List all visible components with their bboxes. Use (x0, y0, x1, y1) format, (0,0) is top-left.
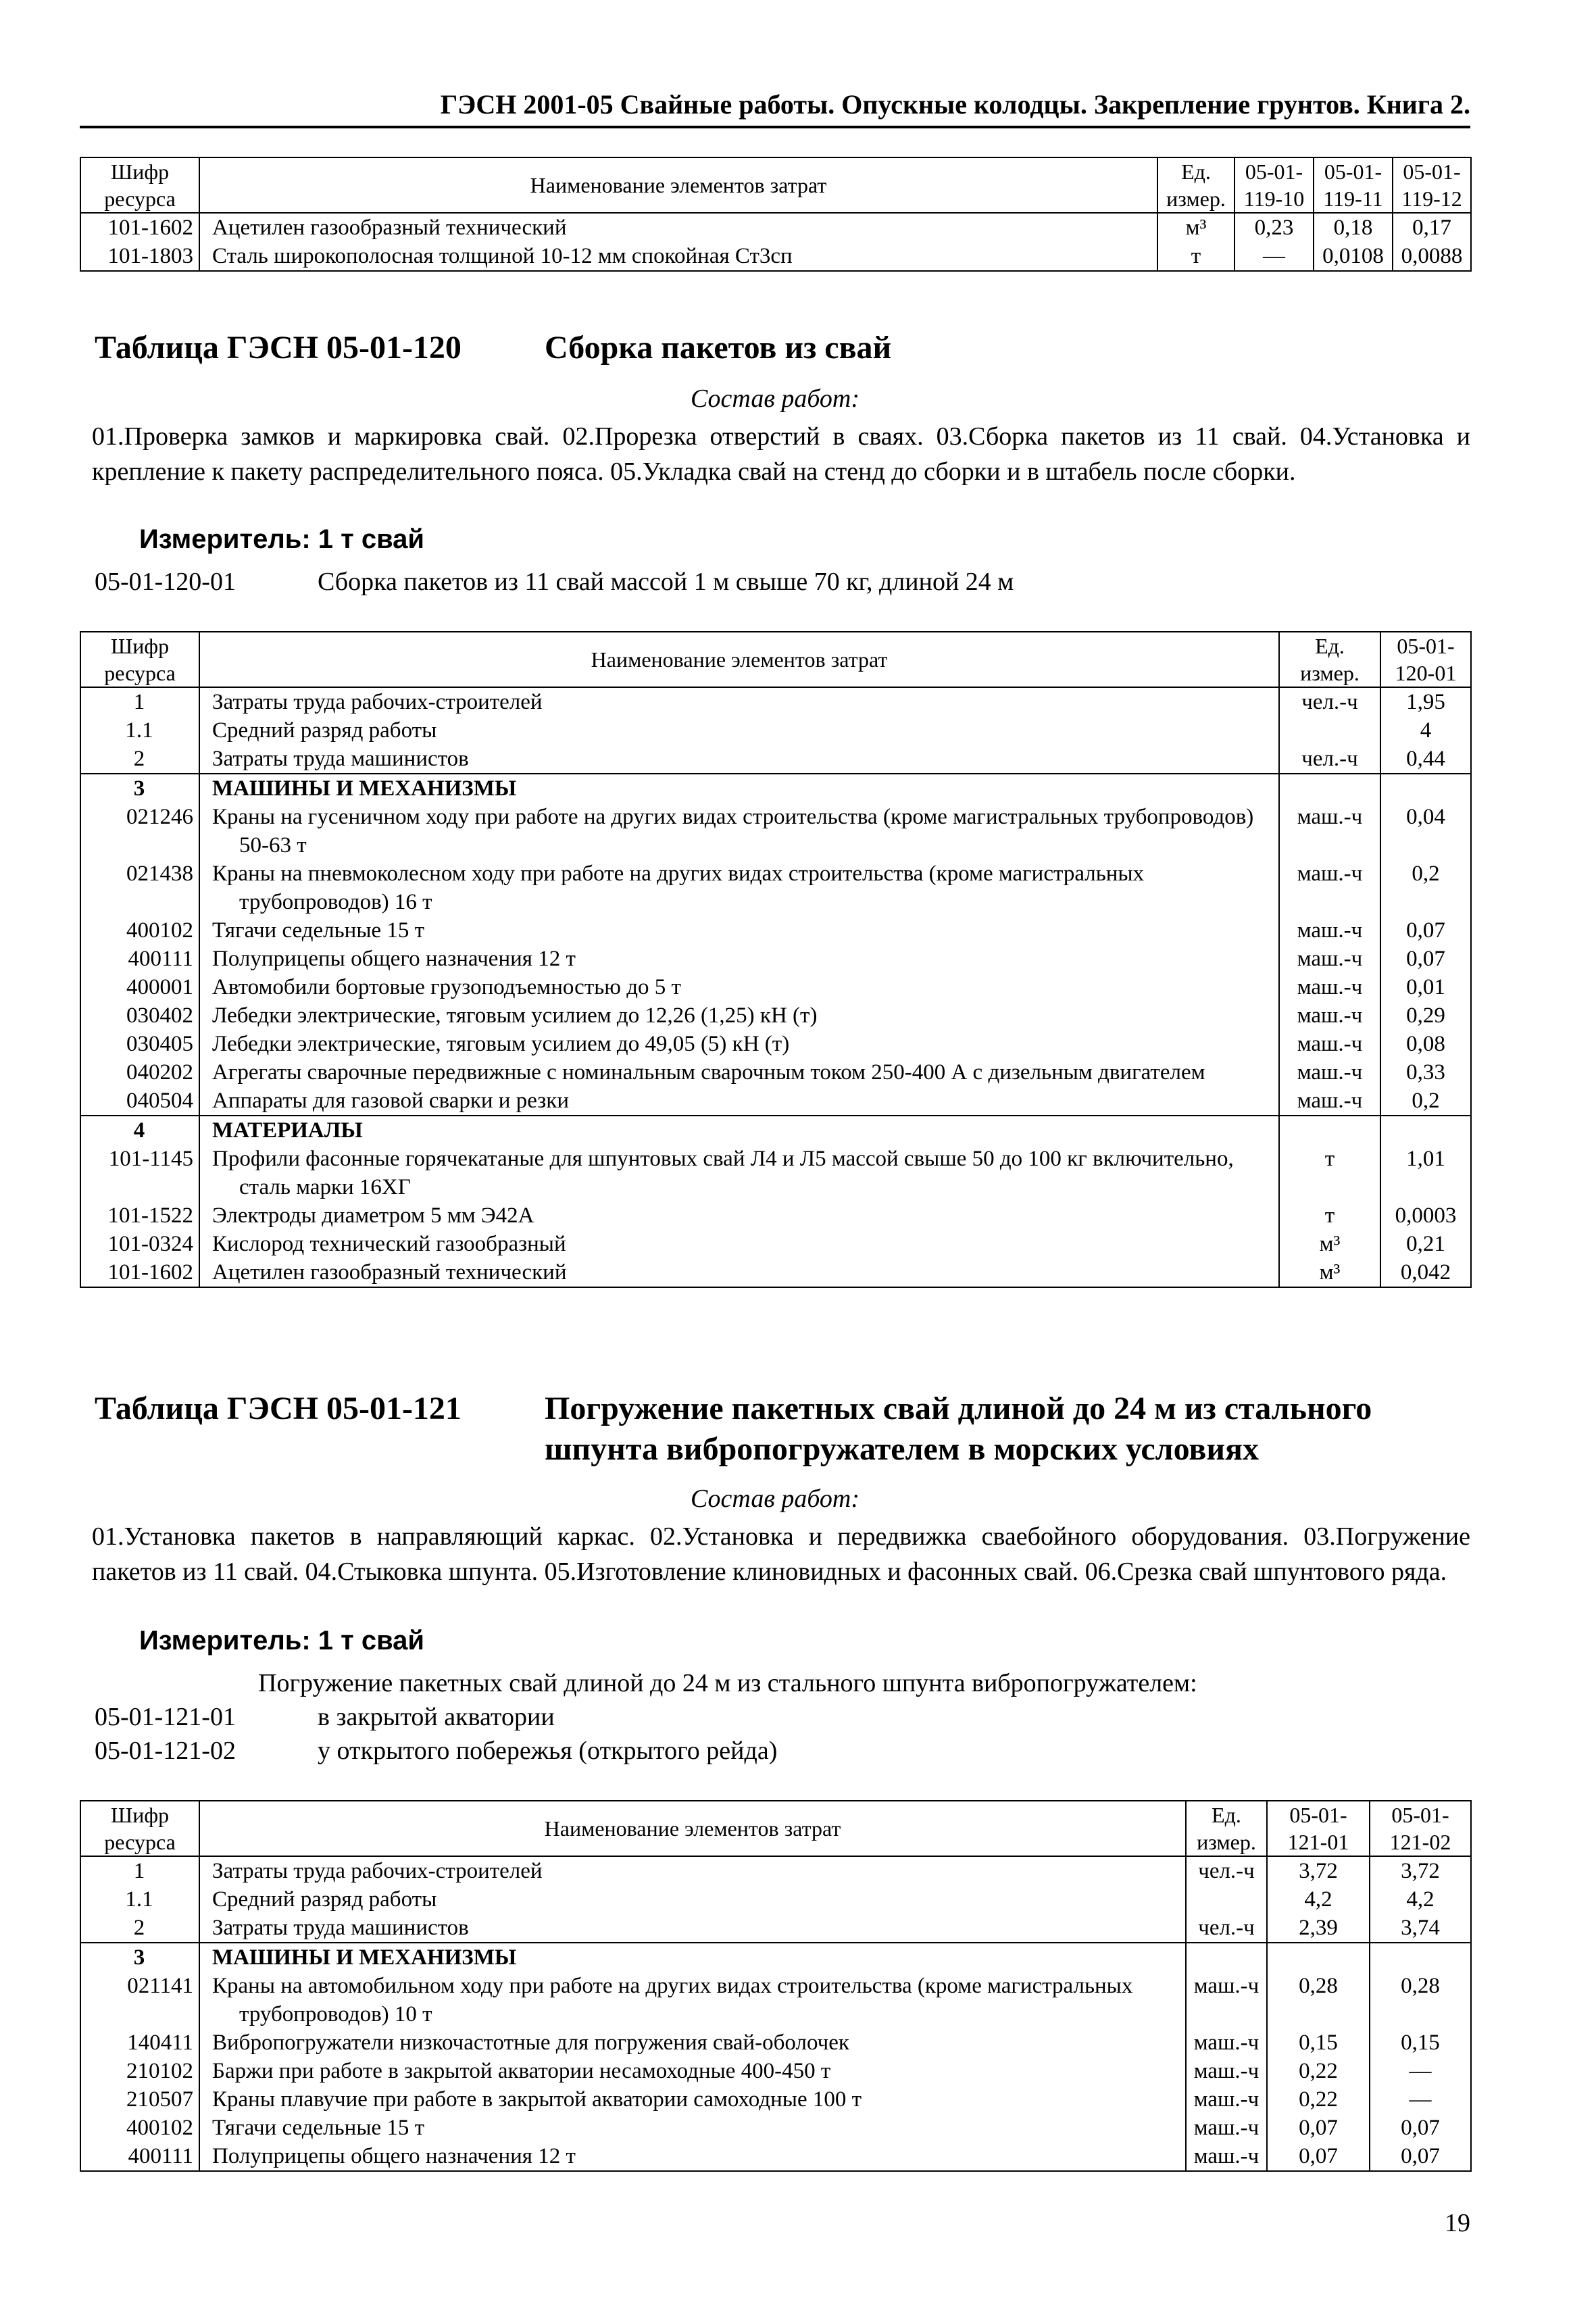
cell-text: МАШИНЫ И МЕХАНИЗМЫ (212, 776, 517, 801)
col-header-norm: 05-01-119-10 (1235, 157, 1314, 213)
col-header-norm: 05-01-119-11 (1314, 157, 1393, 213)
norm-value-cell: 3,72 (1370, 1856, 1471, 1885)
resource-code-cell: 400001 (80, 973, 199, 1001)
item-description: в закрытой акватории (318, 1703, 555, 1731)
resource-name-cell (199, 2085, 1186, 2114)
table-row (80, 242, 1471, 271)
col-header-code: Шифр ресурса (80, 632, 199, 687)
resource-code-cell: 101-1602 (80, 1258, 199, 1287)
unit-cell: маш.-ч (1186, 2028, 1267, 2057)
norm-value-cell: 0,07 (1380, 916, 1471, 945)
table-row (80, 1116, 1471, 1145)
col-header-unit: Ед. измер. (1157, 157, 1235, 213)
norm-value-cell: 0,28 (1370, 1972, 1471, 2028)
measure-unit-120: Измеритель: 1 т свай (139, 524, 424, 554)
item-code: 05-01-121-01 (95, 1703, 236, 1731)
table-row (80, 716, 1471, 745)
cell-text: Полуприцепы общего назначения 12 т (212, 2144, 576, 2168)
table-row (80, 1087, 1471, 1116)
resource-code-cell: 2 (80, 1914, 199, 1943)
unit-cell: маш.-ч (1279, 803, 1380, 860)
norm-value-cell: 0,44 (1380, 745, 1471, 774)
resource-name-cell (199, 1201, 1279, 1230)
unit-cell: т (1279, 1145, 1380, 1201)
table-row (80, 2142, 1471, 2171)
cell-text: Баржи при работе в закрытой акватории несамоходные 400-450 т (212, 2059, 831, 2083)
resource-name-cell (199, 213, 1157, 242)
resource-code-cell: 3 (80, 774, 199, 803)
cell-text: МАТЕРИАЛЫ (212, 1118, 363, 1143)
resource-code-cell: 101-1602 (80, 213, 199, 242)
col-header-norm: 05-01-121-02 (1370, 1801, 1471, 1856)
cell-text: Вибропогружатели низкочастотные для погружения свай-оболочек (212, 2031, 849, 2055)
resource-name-cell (199, 2142, 1186, 2171)
table-05-01-121 (80, 1800, 1472, 2172)
unit-cell: маш.-ч (1279, 1058, 1380, 1087)
unit-cell: маш.-ч (1279, 945, 1380, 973)
norm-value-cell: 1,01 (1380, 1145, 1471, 1201)
resource-name-cell (199, 2057, 1186, 2085)
resource-code-cell: 101-1522 (80, 1201, 199, 1230)
table-row (80, 1030, 1471, 1058)
norm-value-cell: 4,2 (1370, 1885, 1471, 1914)
resource-name-cell (199, 1856, 1186, 1885)
table-row (80, 1943, 1471, 1972)
resource-name-cell (199, 716, 1279, 745)
resource-name-cell (199, 1914, 1186, 1943)
col-header-unit: Ед. измер. (1279, 632, 1380, 687)
table-row (80, 1972, 1471, 2028)
norm-value-cell: 0,042 (1380, 1258, 1471, 1287)
cell-text: Сталь широкополосная толщиной 10-12 мм спокойная Ст3сп (212, 244, 793, 268)
resource-name-cell (199, 687, 1279, 716)
resource-name-cell (199, 1972, 1186, 2028)
cell-text: Затраты труда машинистов (212, 747, 469, 771)
cell-text: МАШИНЫ И МЕХАНИЗМЫ (212, 1945, 517, 1970)
work-composition-121: 01.Установка пакетов в направляющий каркас. 02.Установка и передвижка сваебойного оборудования. 03.Погружение пакетов из 11 свай. 04.Стыковка шпунта. 05.Изготовление клиновидных и фасонных свай. 06.Срезка свай шпунтового ряда. (92, 1522, 1470, 1586)
cell-text: Краны на пневмоколесном ходу при работе на других видах строительства (кроме магистральных трубопроводов) 16 т (212, 862, 1145, 914)
norm-value-cell: 0,07 (1380, 945, 1471, 973)
cell-text: Тягачи седельные 15 т (212, 2116, 425, 2140)
resource-name-cell (199, 1943, 1186, 1972)
table-row (80, 774, 1471, 803)
resource-code-cell: 400102 (80, 2114, 199, 2142)
unit-cell: маш.-ч (1186, 1972, 1267, 2028)
unit-cell: чел.-ч (1279, 687, 1380, 716)
norm-value-cell: 4,2 (1267, 1885, 1370, 1914)
norm-value-cell: 0,08 (1380, 1030, 1471, 1058)
table-title-121: Таблица ГЭСН 05-01-121 (95, 1391, 462, 1426)
resource-code-cell: 1.1 (80, 1885, 199, 1914)
table-row (80, 1201, 1471, 1230)
resource-code-cell: 030402 (80, 1001, 199, 1030)
unit-cell: маш.-ч (1279, 860, 1380, 916)
table-row (80, 945, 1471, 973)
resource-name-cell (199, 2114, 1186, 2142)
col-header-unit: Ед. измер. (1186, 1801, 1267, 1856)
norm-value-cell (1267, 1943, 1370, 1972)
norm-value-cell: 0,23 (1235, 213, 1314, 242)
norm-value-cell: 0,0108 (1314, 242, 1393, 271)
resource-name-cell (199, 1030, 1279, 1058)
norm-value-cell: 1,95 (1380, 687, 1471, 716)
table-row (80, 213, 1471, 242)
resource-name-cell (199, 1885, 1186, 1914)
unit-cell: маш.-ч (1279, 1087, 1380, 1116)
cell-text: Средний разряд работы (212, 718, 437, 743)
table-row (80, 803, 1471, 860)
resource-code-cell: 210102 (80, 2057, 199, 2085)
cell-text: Краны плавучие при работе в закрытой акватории самоходные 100 т (212, 2087, 862, 2112)
unit-cell: м³ (1279, 1258, 1380, 1287)
table-05-01-119 (80, 157, 1472, 272)
resource-code-cell: 1 (80, 687, 199, 716)
page-number: 19 (1445, 2209, 1470, 2237)
cell-text: Затраты труда рабочих-строителей (212, 690, 543, 714)
resource-code-cell: 021141 (80, 1972, 199, 2028)
unit-cell: т (1157, 242, 1235, 271)
norm-value-cell: 0,04 (1380, 803, 1471, 860)
norm-value-cell: — (1235, 242, 1314, 271)
unit-cell: маш.-ч (1186, 2085, 1267, 2114)
col-header-norm: 05-01-121-01 (1267, 1801, 1370, 1856)
unit-cell: маш.-ч (1186, 2057, 1267, 2085)
table-row (80, 1856, 1471, 1885)
cell-text: Кислород технический газообразный (212, 1232, 566, 1256)
norm-value-cell: 0,0003 (1380, 1201, 1471, 1230)
resource-name-cell (199, 1058, 1279, 1087)
col-header-norm: 05-01-120-01 (1380, 632, 1471, 687)
norm-value-cell: 0,07 (1267, 2114, 1370, 2142)
unit-cell: маш.-ч (1279, 916, 1380, 945)
norm-value-cell: 0,0088 (1393, 242, 1471, 271)
resource-name-cell (199, 1087, 1279, 1116)
resource-name-cell (199, 916, 1279, 945)
col-header-code: Шифр ресурса (80, 157, 199, 213)
item-description: у открытого побережья (открытого рейда) (318, 1737, 778, 1765)
norm-value-cell: 3,72 (1267, 1856, 1370, 1885)
resource-code-cell: 210507 (80, 2085, 199, 2114)
resource-code-cell: 101-1803 (80, 242, 199, 271)
cell-text: Электроды диаметром 5 мм Э42А (212, 1203, 534, 1228)
resource-name-cell (199, 745, 1279, 774)
table-row (80, 1258, 1471, 1287)
unit-cell: маш.-ч (1279, 1030, 1380, 1058)
unit-cell: маш.-ч (1279, 973, 1380, 1001)
table-row (80, 860, 1471, 916)
cell-text: Затраты труда рабочих-строителей (212, 1859, 543, 1883)
norm-value-cell: 0,07 (1267, 2142, 1370, 2171)
table-row (80, 687, 1471, 716)
unit-cell: м³ (1279, 1230, 1380, 1258)
resource-code-cell: 040202 (80, 1058, 199, 1087)
table-subject-120: Сборка пакетов из свай (545, 330, 892, 366)
resource-code-cell: 400102 (80, 916, 199, 945)
norm-value-cell: 0,18 (1314, 213, 1393, 242)
cell-text: Агрегаты сварочные передвижные с номинальным сварочным током 250-400 А с дизельным двигателем (212, 1060, 1205, 1085)
table-row (80, 1001, 1471, 1030)
table-row (80, 1885, 1471, 1914)
unit-cell: чел.-ч (1186, 1856, 1267, 1885)
norm-value-cell: 0,17 (1393, 213, 1471, 242)
cell-text: Лебедки электрические, тяговым усилием до 12,26 (1,25) кН (т) (212, 1003, 818, 1028)
table-subject-121-line2: шпунта вибропогружателем в морских условиях (545, 1431, 1259, 1467)
unit-cell: маш.-ч (1186, 2142, 1267, 2171)
unit-cell: т (1279, 1201, 1380, 1230)
resource-name-cell (199, 1230, 1279, 1258)
work-composition-120: 01.Проверка замков и маркировка свай. 02.Прорезка отверстий в сваях. 03.Сборка пакетов из 11 свай. 04.Установка и крепление к пакету распределительного пояса. 05.Укладка свай на стенд до сборки и в штабель после сборки. (92, 422, 1470, 486)
norm-value-cell (1380, 774, 1471, 803)
unit-cell (1186, 1943, 1267, 1972)
col-header-name: Наименование элементов затрат (199, 632, 1279, 687)
norm-value-cell: 0,2 (1380, 860, 1471, 916)
cell-text: Краны на автомобильном ходу при работе на других видах строительства (кроме магистральных трубопроводов) 10 т (212, 1974, 1133, 2026)
table-row (80, 973, 1471, 1001)
table-row (80, 2114, 1471, 2142)
unit-cell (1279, 716, 1380, 745)
unit-cell (1279, 774, 1380, 803)
norm-value-cell: 0,22 (1267, 2057, 1370, 2085)
resource-code-cell: 1.1 (80, 716, 199, 745)
norm-value-cell: 4 (1380, 716, 1471, 745)
work-composition-heading-121: Состав работ: (690, 1485, 860, 1513)
page-header: ГЭСН 2001-05 Свайные работы. Опускные колодцы. Закрепление грунтов. Книга 2. (80, 84, 1470, 128)
norm-value-cell: — (1370, 2057, 1471, 2085)
cell-text: Ацетилен газообразный технический (212, 216, 567, 240)
cell-text: Ацетилен газообразный технический (212, 1260, 567, 1285)
norm-value-cell: 0,07 (1370, 2114, 1471, 2142)
table-row (80, 1145, 1471, 1201)
resource-name-cell (199, 1258, 1279, 1287)
resource-name-cell (199, 973, 1279, 1001)
col-header-code: Шифр ресурса (80, 1801, 199, 1856)
item-description: Сборка пакетов из 11 свай массой 1 м свыше 70 кг, длиной 24 м (318, 568, 1014, 596)
resource-code-cell: 021246 (80, 803, 199, 860)
resource-code-cell: 101-1145 (80, 1145, 199, 1201)
resource-code-cell: 1 (80, 1856, 199, 1885)
norm-value-cell (1380, 1116, 1471, 1145)
resource-code-cell: 2 (80, 745, 199, 774)
table-row (80, 916, 1471, 945)
cell-text: Затраты труда машинистов (212, 1916, 469, 1940)
col-header-name: Наименование элементов затрат (199, 157, 1157, 213)
norm-value-cell: 0,22 (1267, 2085, 1370, 2114)
unit-cell (1279, 1116, 1380, 1145)
resource-code-cell: 3 (80, 1943, 199, 1972)
norm-value-cell: 0,07 (1370, 2142, 1471, 2171)
table-title-120: Таблица ГЭСН 05-01-120 (95, 330, 462, 366)
resource-name-cell (199, 945, 1279, 973)
measure-unit-121: Измеритель: 1 т свай (139, 1626, 424, 1656)
col-header-name: Наименование элементов затрат (199, 1801, 1186, 1856)
resource-name-cell (199, 1145, 1279, 1201)
unit-cell: м³ (1157, 213, 1235, 242)
resource-code-cell: 400111 (80, 2142, 199, 2171)
cell-text: Краны на гусеничном ходу при работе на других видах строительства (кроме магистральных трубопроводов) 50-63 т (212, 805, 1254, 857)
resource-code-cell: 101-0324 (80, 1230, 199, 1258)
norm-value-cell: 0,28 (1267, 1972, 1370, 2028)
resource-code-cell: 4 (80, 1116, 199, 1145)
cell-text: Лебедки электрические, тяговым усилием до 49,05 (5) кН (т) (212, 1032, 790, 1056)
norm-value-cell: 3,74 (1370, 1914, 1471, 1943)
unit-cell (1186, 1885, 1267, 1914)
cell-text: Полуприцепы общего назначения 12 т (212, 947, 576, 971)
resource-name-cell (199, 860, 1279, 916)
table-row (80, 1230, 1471, 1258)
table-05-01-120 (80, 631, 1472, 1288)
work-composition-heading-120: Состав работ: (690, 384, 860, 413)
norm-value-cell: 0,15 (1370, 2028, 1471, 2057)
table-row (80, 745, 1471, 774)
cell-text: Тягачи седельные 15 т (212, 918, 425, 943)
col-header-norm: 05-01-119-12 (1393, 157, 1471, 213)
table-row (80, 2057, 1471, 2085)
unit-cell: чел.-ч (1279, 745, 1380, 774)
resource-code-cell: 040504 (80, 1087, 199, 1116)
items-intro: Погружение пакетных свай длиной до 24 м из стального шпунта вибропогружателем: (258, 1669, 1197, 1697)
unit-cell: чел.-ч (1186, 1914, 1267, 1943)
cell-text: Автомобили бортовые грузоподъемностью до 5 т (212, 975, 681, 999)
norm-value-cell: 0,01 (1380, 973, 1471, 1001)
norm-value-cell: 0,2 (1380, 1087, 1471, 1116)
resource-name-cell (199, 774, 1279, 803)
table-subject-121-line1: Погружение пакетных свай длиной до 24 м из стального (545, 1391, 1372, 1426)
norm-value-cell (1370, 1943, 1471, 1972)
norm-value-cell: 0,15 (1267, 2028, 1370, 2057)
unit-cell: маш.-ч (1186, 2114, 1267, 2142)
cell-text: Средний разряд работы (212, 1887, 437, 1912)
resource-code-cell: 140411 (80, 2028, 199, 2057)
resource-name-cell (199, 803, 1279, 860)
norm-value-cell: 0,33 (1380, 1058, 1471, 1087)
norm-value-cell: 2,39 (1267, 1914, 1370, 1943)
norm-value-cell: 0,21 (1380, 1230, 1471, 1258)
cell-text: Профили фасонные горячекатаные для шпунтовых свай Л4 и Л5 массой свыше 50 до 100 кг включительно, сталь марки 16ХГ (212, 1147, 1234, 1199)
norm-value-cell: — (1370, 2085, 1471, 2114)
unit-cell: маш.-ч (1279, 1001, 1380, 1030)
table-row (80, 1058, 1471, 1087)
table-row (80, 2085, 1471, 2114)
resource-name-cell (199, 1001, 1279, 1030)
resource-code-cell: 400111 (80, 945, 199, 973)
resource-code-cell: 030405 (80, 1030, 199, 1058)
item-code: 05-01-120-01 (95, 568, 236, 596)
item-code: 05-01-121-02 (95, 1737, 236, 1765)
resource-name-cell (199, 1116, 1279, 1145)
table-row (80, 2028, 1471, 2057)
norm-value-cell: 0,29 (1380, 1001, 1471, 1030)
resource-name-cell (199, 2028, 1186, 2057)
table-row (80, 1914, 1471, 1943)
resource-code-cell: 021438 (80, 860, 199, 916)
cell-text: Аппараты для газовой сварки и резки (212, 1089, 569, 1113)
resource-name-cell (199, 242, 1157, 271)
